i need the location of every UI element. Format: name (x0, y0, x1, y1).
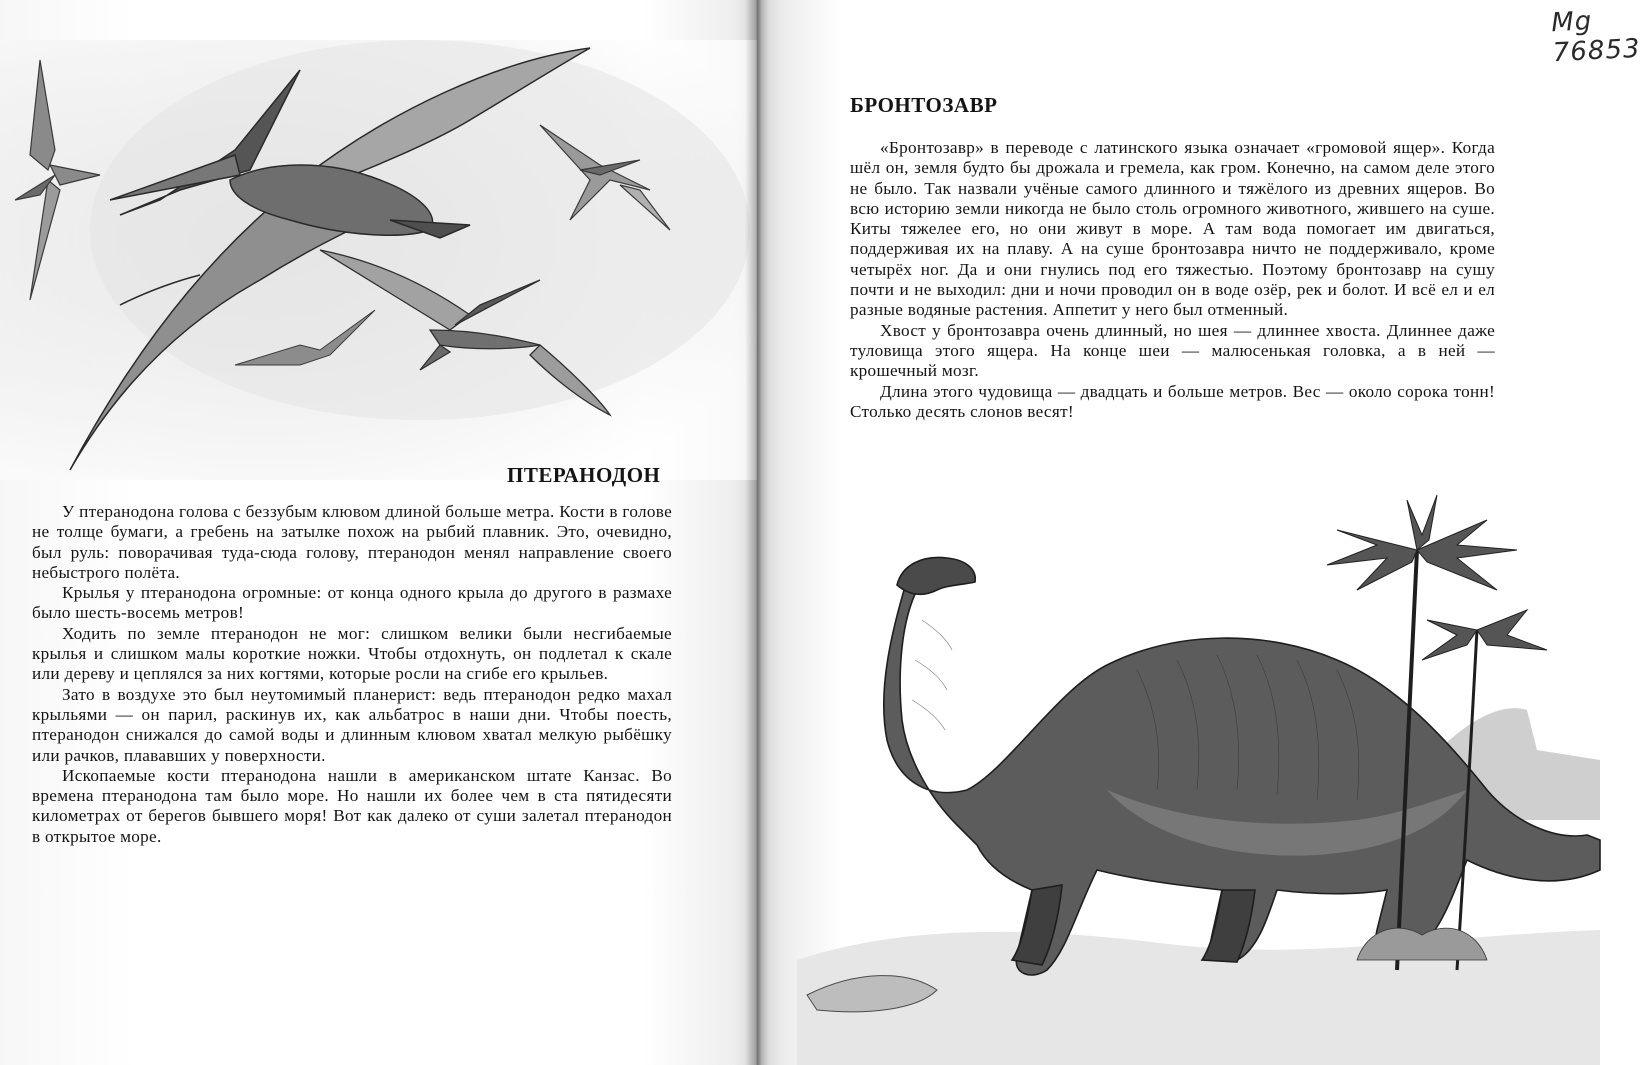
brontosaurus-title: БРОНТОЗАВР (850, 93, 998, 117)
library-stamp: Mg 76853 (1550, 6, 1641, 69)
pteranodon-paragraph: Ходить по земле птеранодон не мог: слишком велики были несгибаемые крылья и слишком малы короткие ножки. Чтобы отдохнуть, он подлетал к скале или дереву и цеплялся за них когтями, которые росли на сгибе его крыльев. (32, 623, 672, 684)
brontosaurus-paragraph: Длина этого чудовища — двадцать и больше метров. Вес — около сорока тонн! Столько десять слонов весят! (850, 381, 1495, 421)
brontosaurus-illustration (797, 490, 1600, 1065)
pteranodon-illustration (0, 40, 757, 480)
right-page (757, 0, 1641, 1065)
brontosaurus-paragraph: Хвост у бронтозавра очень длинный, но шея — длиннее хвоста. Длиннее даже туловища этого ящера. На конце шеи — малюсенькая головка, а в ней — крошечный мозг. (850, 320, 1495, 381)
pteranodon-paragraph: У птеранодона голова с беззубым клювом длиной больше метра. Кости в голове не толще бумаги, а гребень на затылке похож на рыбий плавник. Это, очевидно, был руль: поворачивая туда-сюда голову, птеранодон менял направление своего небыстрого полёта. (32, 502, 672, 582)
pteranodon-paragraph: Ископаемые кости птеранодона нашли в американском штате Канзас. Во времена птеранодона там было море. Но нашли их более чем в ста пятидесяти километрах от берегов бывшего моря! Вот как далеко от суши залетал птеранодон в открытое море. (32, 765, 672, 846)
pteranodon-article (32, 502, 672, 847)
brontosaurus-paragraph: «Бронтозавр» в переводе с латинского языка означает «громовой ящер». Когда шёл он, земля будто бы дрожала и гремела, как гром. Конечно, на самом деле этого не было. Так назвали учёные самого длинного и тяжёлого из древних ящеров. Во всю историю земли никогда не было столь огромного животного, жившего на суше. Киты тяжелее его, но они живут в море. А там вода помогает им двигаться, поддерживая их на плаву. А на суше бронтозавра ничто не поддерживало, кроме четырёх ног. Да и они гнулись под его тяжестью. Поэтому бронтозавр на сушу почти и не выходил: дни и ночи проводил он в воде озёр, рек и болот. И всё ел и ел разные водяные растения. Аппетит у него был отменный. (850, 138, 1495, 320)
pteranodon-paragraph: Крылья у птеранодона огромные: от конца одного крыла до другого в размахе было шесть-восемь метров! (32, 583, 672, 623)
left-page (0, 0, 757, 1065)
brontosaurus-article (850, 138, 1495, 422)
pteranodon-title: ПТЕРАНОДОН (507, 463, 661, 487)
pteranodon-paragraph: Зато в воздухе это был неутомимый планерист: ведь птеранодон редко махал крыльями — он парил, раскинув их, как альбатрос в наши дни. Чтобы поесть, птеранодон снижался до самой воды и длинным клювом хватал мелкую рыбёшку или рачков, плававших у поверхности. (32, 684, 672, 765)
